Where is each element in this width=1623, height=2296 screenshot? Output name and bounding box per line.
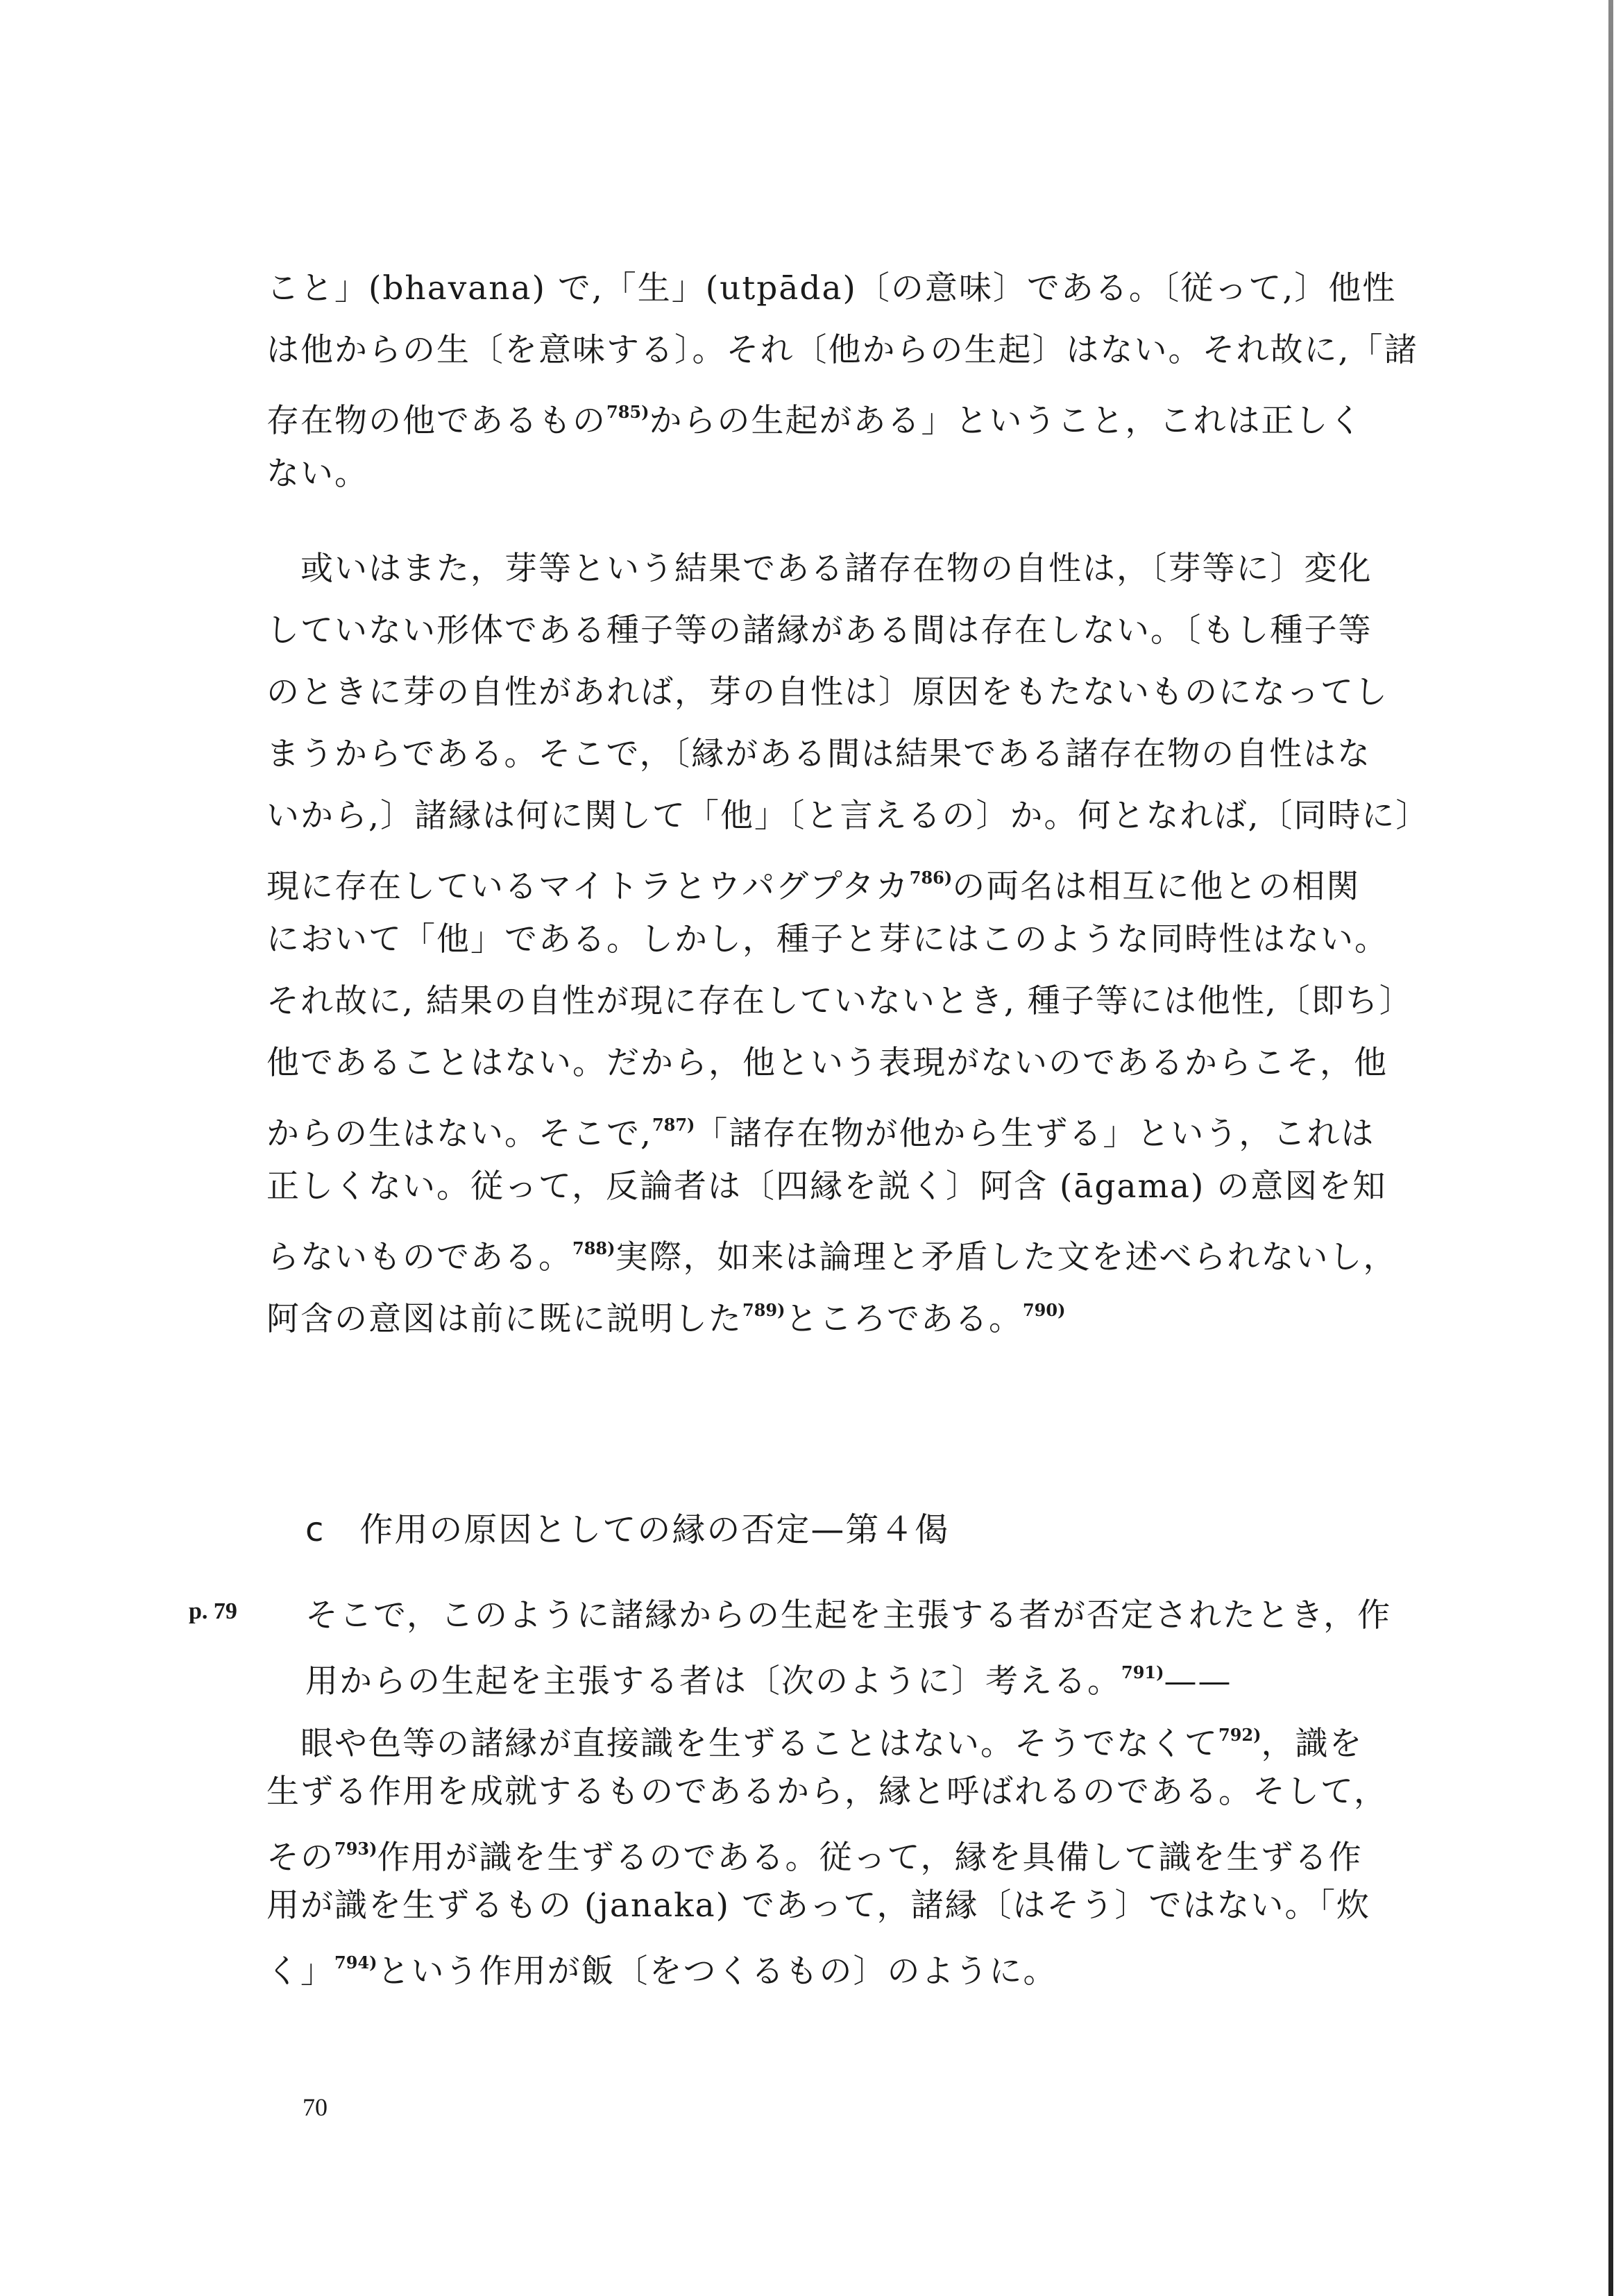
text-line — [266, 1290, 1418, 1340]
text-run: 正しくない。従って，反論者は〔四縁を説く〕阿含 (āgama) の意図を知 — [266, 1167, 1387, 1206]
text-run: それ故に, 結果の自性が現に存在していないとき, 種子等には他性,〔即ち〕 — [266, 982, 1413, 1020]
text-run: 或いはまた，芽等という結果である諸存在物の自性は，〔芽等に〕変化 — [266, 550, 1373, 588]
text-run: いから,〕諸縁は何に関して「他」〔と言えるの〕か。何となれば,〔同時に〕 — [266, 797, 1430, 835]
footnote-marker: 786) — [909, 868, 953, 888]
text-run: は他からの生〔を意味する〕。それ〔他からの生起〕はない。それ故に,「諸 — [266, 331, 1418, 369]
margin-page-reference: p. 79 — [189, 1598, 237, 1624]
footnote-marker: 789) — [742, 1300, 785, 1320]
footnote-marker: 793) — [334, 1839, 377, 1859]
text-run: ，識を — [1261, 1725, 1363, 1763]
footnote-marker: 785) — [606, 402, 649, 422]
text-run: 「諸存在物が他から生ずる」という，これは — [695, 1115, 1375, 1153]
page-number: 70 — [303, 2093, 328, 2121]
text-run: その — [266, 1839, 334, 1877]
text-run: のときに芽の自性があれば，芽の自性は〕原因をもたないものになってし — [266, 673, 1388, 711]
text-line — [266, 268, 1418, 310]
text-line — [266, 391, 1418, 442]
text-run: していない形体である種子等の諸縁がある間は存在しない。〔もし種子等 — [266, 611, 1373, 650]
text-line — [305, 1652, 1457, 1703]
text-line — [266, 610, 1418, 652]
footnote-marker: 794) — [334, 1952, 377, 1973]
text-run: 実際，如来は論理と矛盾した文を述べられないし， — [615, 1238, 1397, 1276]
text-run: 用からの生起を主張する者は〔次のように〕考える。 — [305, 1662, 1121, 1700]
text-run: く」 — [266, 1952, 334, 1991]
text-line — [266, 548, 1418, 590]
text-line — [266, 734, 1418, 775]
text-run: 用が識を生ずるもの (janaka) であって，諸縁〔はそう〕ではない。「炊 — [266, 1886, 1371, 1925]
text-run: まうからである。そこで，〔縁がある間は結果である諸存在物の自性はな — [266, 735, 1372, 773]
text-line — [266, 453, 1418, 495]
text-run: —— — [1164, 1662, 1232, 1700]
text-line — [266, 330, 1418, 371]
footnote-marker: 787) — [652, 1115, 695, 1135]
text-run: 阿含の意図は前に既に説明した — [266, 1300, 742, 1338]
text-run: 他であることはない。だから，他という表現がないのであるからこそ，他 — [266, 1044, 1388, 1082]
text-line — [266, 1885, 1418, 1927]
text-line — [266, 1166, 1418, 1208]
scan-edge — [1608, 0, 1613, 2296]
text-line — [266, 1228, 1418, 1278]
text-run: らないものである。 — [266, 1238, 572, 1276]
text-line — [266, 672, 1418, 714]
footnote-marker: 791) — [1121, 1662, 1164, 1682]
text-run: ない。 — [266, 455, 368, 493]
footnote-marker: 788) — [572, 1238, 615, 1258]
text-line — [266, 1043, 1418, 1084]
text-run: 眼や色等の諸縁が直接識を生ずることはない。そうでなくて — [266, 1725, 1218, 1763]
text-run: ところである。 — [785, 1300, 1023, 1338]
footnote-marker: 790) — [1022, 1300, 1066, 1320]
text-run: からの生起がある」ということ，これは正しく — [649, 402, 1363, 440]
text-run: そこで，このように諸縁からの生起を主張する者が否定されたとき，作 — [305, 1596, 1392, 1635]
text-line — [266, 1942, 1418, 1993]
text-run: という作用が飯〔をつくるもの〕のように。 — [377, 1952, 1057, 1991]
text-line — [266, 1828, 1418, 1879]
text-run: 生ずる作用を成就するものであるから，縁と呼ばれるのである。そして， — [266, 1773, 1388, 1811]
text-run: からの生はない。そこで, — [266, 1115, 652, 1153]
text-line — [266, 981, 1418, 1022]
text-line — [266, 1104, 1418, 1155]
text-run: において「他」である。しかし，種子と芽にはこのような同時性はない。 — [266, 920, 1388, 959]
text-run: の両名は相互に他との相関 — [952, 868, 1361, 906]
section-heading: c 作用の原因としての縁の否定—第４偈 — [305, 1510, 950, 1549]
text-run: 現に存在しているマイトラとウパグプタカ — [266, 868, 910, 906]
text-line — [266, 1714, 1418, 1765]
text-line — [266, 795, 1430, 837]
text-run: こと」(bhavana) で,「生」(utpāda)〔の意味〕である。〔従って,〕他性 — [266, 269, 1397, 307]
text-line — [266, 1771, 1418, 1813]
text-run: 作用が識を生ずるのである。従って，縁を具備して識を生ずる作 — [377, 1839, 1363, 1877]
text-run: 存在物の他であるもの — [266, 402, 606, 440]
text-line — [305, 1595, 1457, 1637]
text-line — [266, 857, 1418, 908]
text-line — [266, 919, 1418, 961]
footnote-marker: 792) — [1218, 1725, 1261, 1745]
